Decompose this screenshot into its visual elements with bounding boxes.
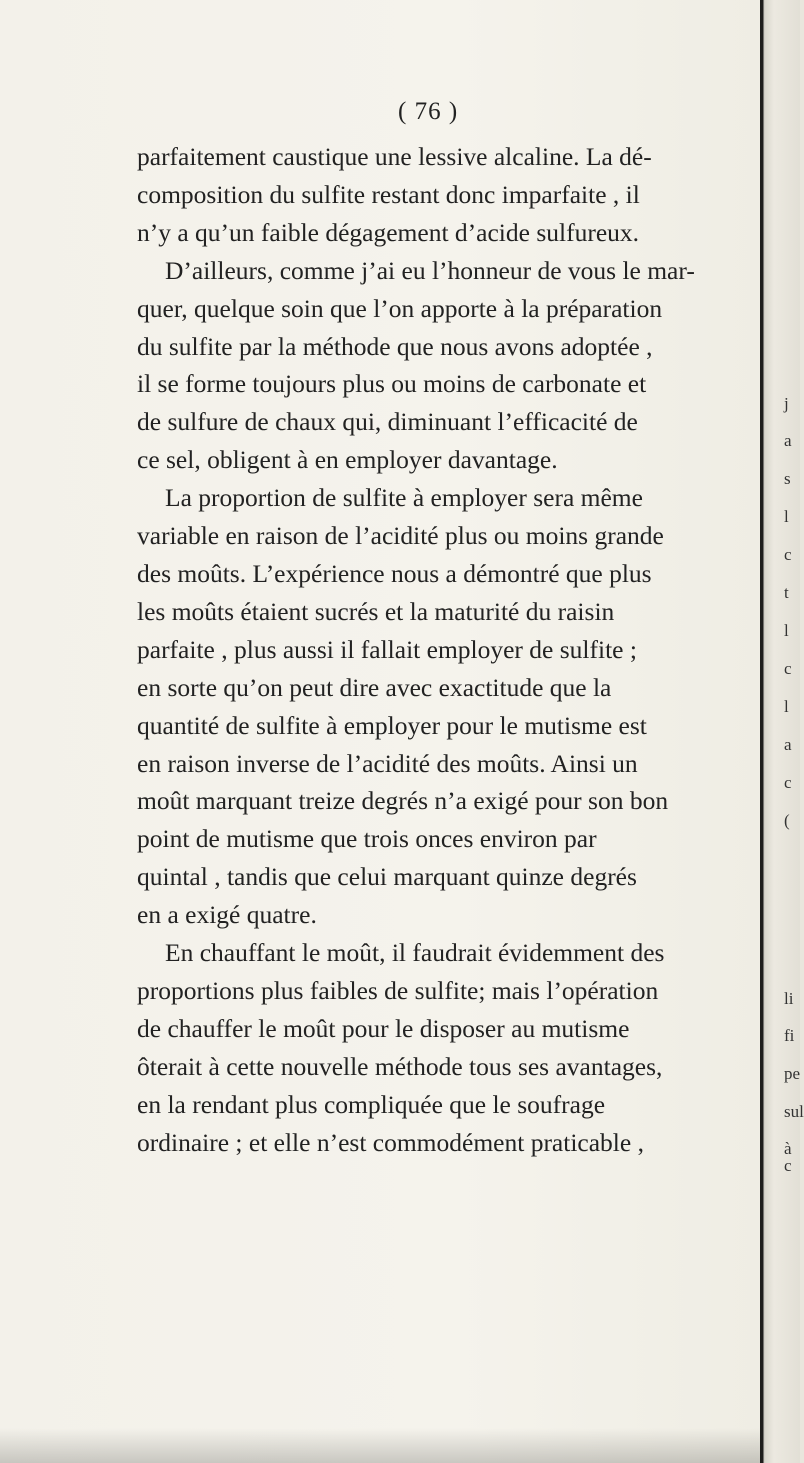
text-line: du sulfite par la méthode que nous avons adoptée , [137,331,653,361]
text-line: des moûts. L’expérience nous a démontré que plus [137,558,652,588]
text-line: il se forme toujours plus ou moins de carbonate et [137,369,647,399]
text-line: proportions plus faibles de sulfite; mais l’opération [137,975,659,1005]
text-line: composition du sulfite restant donc imparfaite , il [137,179,640,209]
facing-page-fragment: t [784,583,789,602]
text-line: en la rendant plus compliquée que le soufrage [137,1089,606,1119]
text-line: quer, quelque soin que l’on apporte à la préparation [137,293,663,323]
text-line: en sorte qu’on peut dire avec exactitude que la [137,672,612,702]
page-number: ( 76 ) [398,98,459,125]
facing-page-fragment: l [784,621,789,640]
text-line: variable en raison de l’acidité plus ou moins grande [137,521,664,551]
text-line: La proportion de sulfite à employer sera même [165,483,643,513]
text-line: n’y a qu’un faible dégagement d’acide sulfureux. [137,217,640,247]
text-line: les moûts étaient sucrés et la maturité du raisin [137,596,615,626]
text-line: quantité de sulfite à employer pour le mutisme est [137,710,647,740]
gutter-edge [760,0,763,1463]
facing-page-fragment: sul [784,1102,804,1121]
page-bottom-shadow [0,1428,760,1463]
facing-page-fragment: ( [784,811,790,830]
text-line: parfaite , plus aussi il fallait employer de sulfite ; [137,634,637,664]
facing-page-fragment: a [784,735,792,754]
facing-page-fragment: s [784,469,791,488]
facing-page-fragment: l [784,507,789,526]
facing-page-fragment: c [784,659,792,678]
facing-page-fragment: a [784,431,792,450]
facing-page-fragment: l [784,697,789,716]
text-line: de sulfure de chaux qui, diminuant l’efficacité de [137,407,638,437]
text-line: ordinaire ; et elle n’est commodément praticable , [137,1127,644,1157]
text-line: ce sel, obligent à en employer davantage. [137,445,558,475]
text-line: parfaitement caustique une lessive alcaline. La dé- [137,142,652,171]
facing-page-fragment: c [784,545,792,564]
text-line: de chauffer le moût pour le disposer au mutisme [137,1013,630,1043]
body-text [137,138,752,1161]
text-line: quintal , tandis que celui marquant quinze degrés [137,862,637,892]
facing-page-fragment: fi [784,1026,795,1045]
binding-gutter [760,0,800,1463]
text-line: En chauffant le moût, il faudrait évidemment des [165,938,665,968]
facing-page-fragment: j [784,394,789,413]
facing-page-fragment: li [784,989,794,1008]
text-line: D’ailleurs, comme j’ai eu l’honneur de vous le mar- [165,255,695,285]
text-line: moût marquant treize degrés n’a exigé pour son bon [137,786,669,816]
text-line: en raison inverse de l’acidité des moûts. Ainsi un [137,748,638,778]
facing-page-fragment: pe [784,1064,801,1083]
text-line: ôterait à cette nouvelle méthode tous ses avantages, [137,1051,663,1081]
facing-page-fragment: c [784,773,792,792]
text-line: en a exigé quatre. [137,900,317,930]
text-line: point de mutisme que trois onces environ par [137,824,597,854]
facing-page-fragment: à c [784,1139,792,1175]
